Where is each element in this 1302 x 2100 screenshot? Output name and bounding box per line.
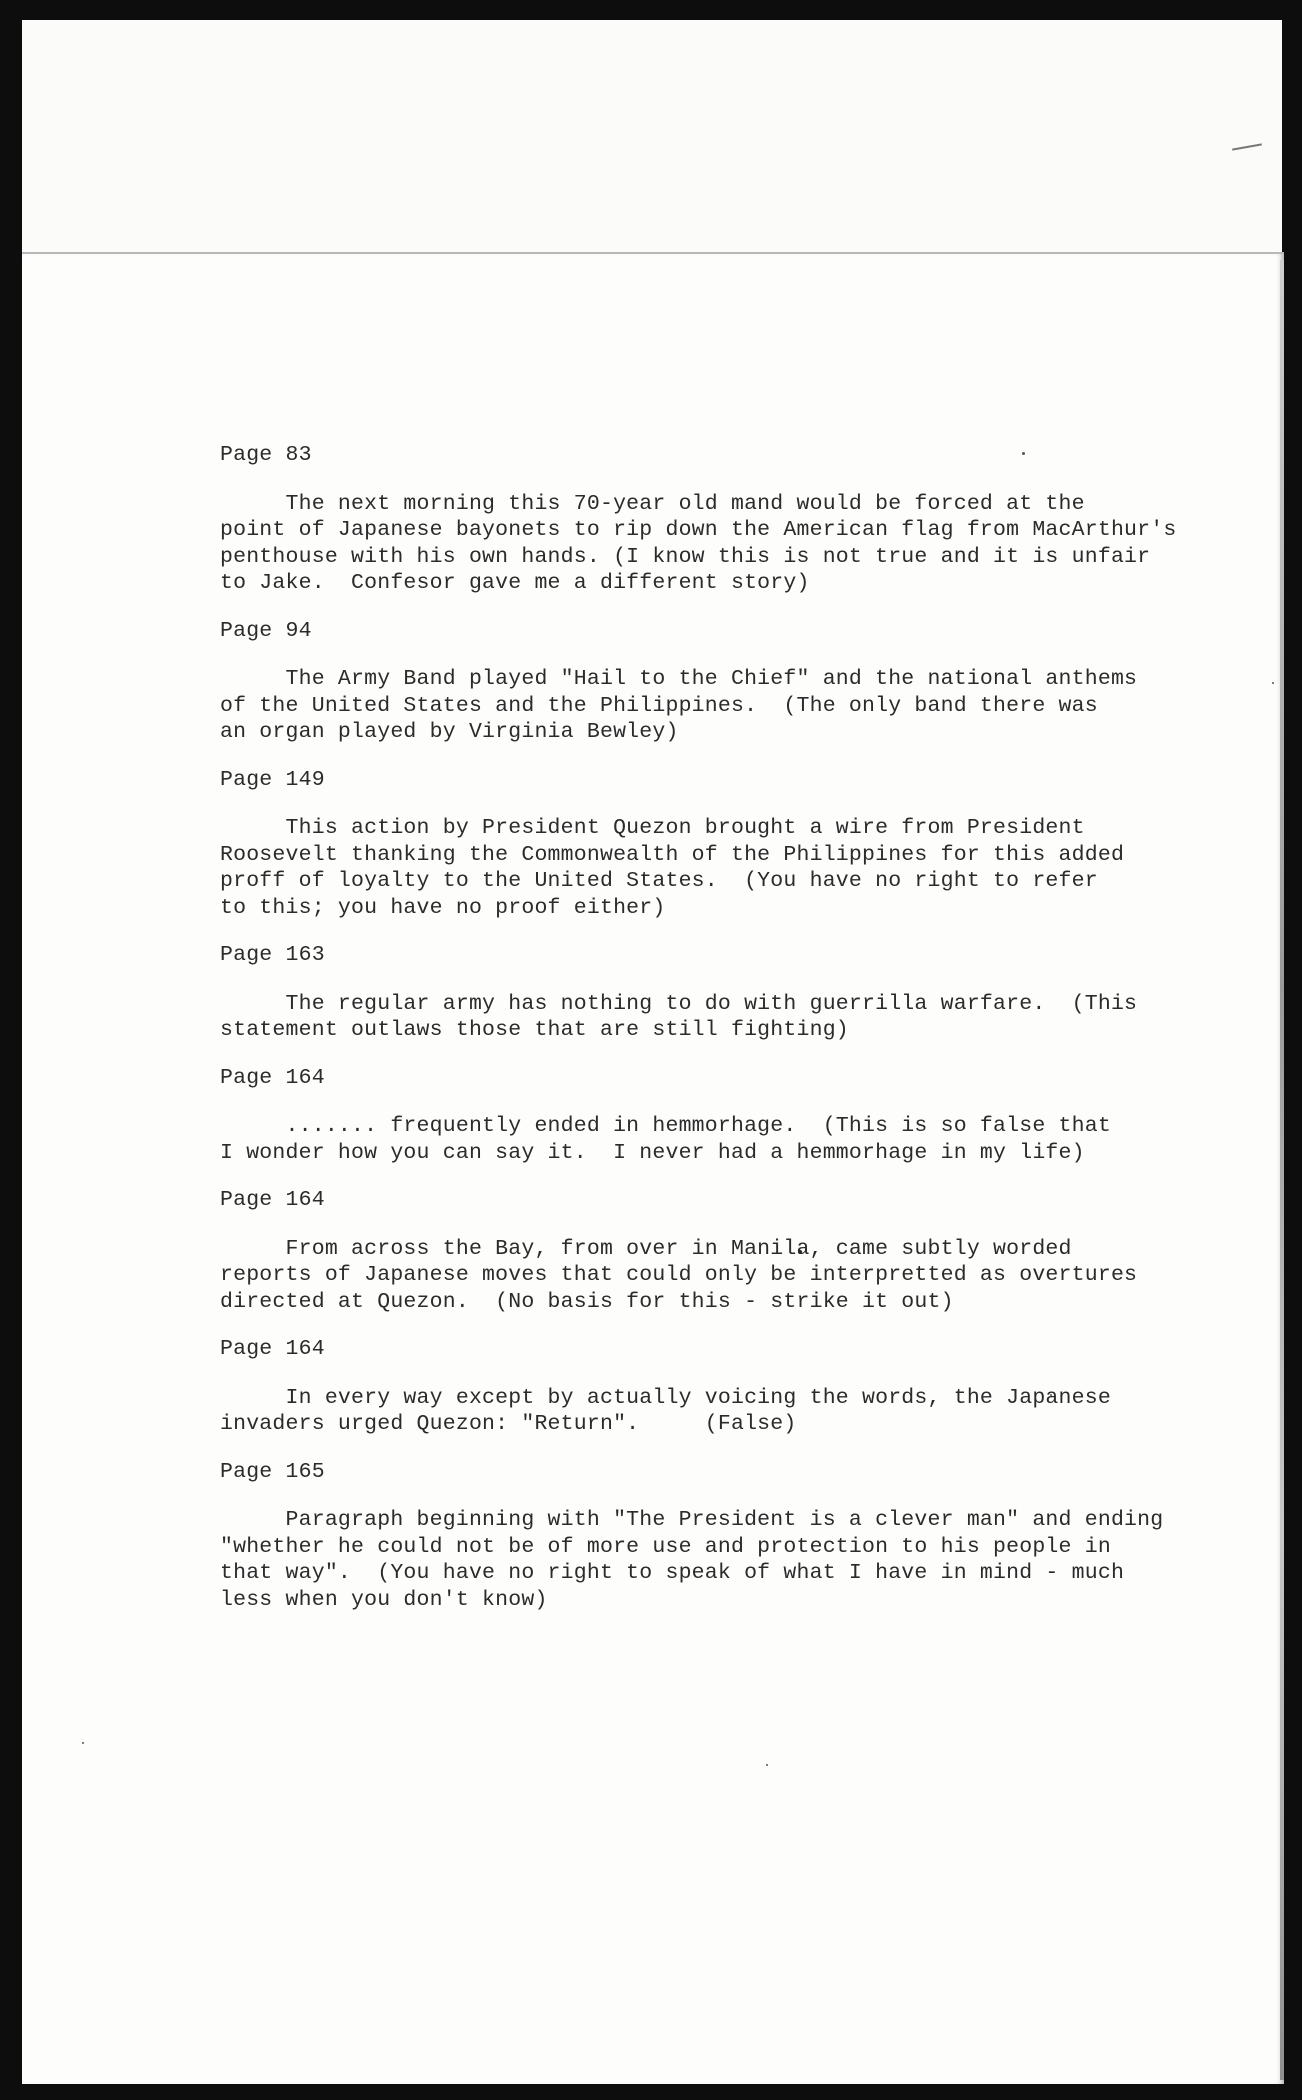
annotation-section — [220, 442, 1200, 597]
paragraph-line: The Army Band played "Hail to the Chief" and the national anthems — [220, 667, 1138, 691]
paragraph-line: "whether he could not be of more use and protection to his people in — [220, 1534, 1111, 1559]
annotation-section — [220, 1187, 1200, 1315]
annotation-section — [220, 1065, 1200, 1167]
paragraph-line: statement outlaws those that are still fighting) — [220, 1018, 849, 1042]
paragraph-line: I wonder how you can say it. I never had a hemmorhage in my life) — [220, 1140, 1085, 1165]
paragraph-line: to Jake. Confesor gave me a different story) — [220, 571, 810, 595]
paragraph-line: reports of Japanese moves that could only be interpretted as overtures — [220, 1263, 1138, 1287]
page-reference: Page 164 — [220, 1065, 325, 1090]
page-edge-shadow — [1280, 260, 1284, 2080]
paragraph-line: an organ played by Virginia Bewley) — [220, 720, 679, 744]
paragraph-line: Paragraph beginning with "The President is a clever man" and ending — [220, 1508, 1164, 1532]
speck — [82, 1742, 84, 1744]
paragraph-line: This action by President Quezon brought a wire from President — [220, 816, 1085, 840]
paragraph-line: to this; you have no proof either) — [220, 895, 666, 920]
page-reference: Page 163 — [220, 943, 325, 967]
speck — [1272, 682, 1274, 684]
document-body — [220, 442, 1200, 1634]
paragraph-line: of the United States and the Philippines. (The only band there was — [220, 693, 1098, 718]
paragraph-line: The regular army has nothing to do with guerrilla warfare. (This — [220, 991, 1138, 1016]
annotation-section — [220, 1459, 1200, 1614]
paragraph-line: Roosevelt thanking the Commonwealth of the Philippines for this added — [220, 842, 1125, 867]
page-reference: Page 149 — [220, 767, 325, 792]
paragraph-line: that way". (You have no right to speak of what I have in mind - much — [220, 1561, 1125, 1585]
page-reference: Page 164 — [220, 1337, 325, 1361]
paragraph-line: In every way except by actually voicing the words, the Japanese — [220, 1385, 1111, 1410]
paragraph-line: proff of loyalty to the United States. (You have no right to refer — [220, 869, 1098, 893]
speck — [766, 1764, 768, 1766]
annotation-section — [220, 942, 1200, 1044]
page-reference: Page 94 — [220, 618, 312, 643]
paragraph-line: point of Japanese bayonets to rip down the American flag from MacArthur's — [220, 518, 1177, 542]
paragraph-line: The next morning this 70-year old mand would be forced at the — [220, 491, 1085, 516]
paragraph-line: directed at Quezon. (No basis for this - strike it out) — [220, 1289, 954, 1314]
paragraph-line: From across the Bay, from over in Manila, came subtly worded — [220, 1236, 1072, 1261]
paragraph-line: invaders urged Quezon: "Return". (False) — [220, 1412, 797, 1436]
paragraph-line: penthouse with his own hands. (I know this is not true and it is unfair — [220, 544, 1151, 569]
page-reference: Page 164 — [220, 1188, 325, 1212]
annotation-section — [220, 618, 1200, 746]
annotation-section — [220, 767, 1200, 922]
page-reference: Page 83 — [220, 443, 312, 467]
paragraph-line: less when you don't know) — [220, 1587, 548, 1612]
page-reference: Page 165 — [220, 1459, 325, 1484]
back-sheet — [22, 20, 1282, 260]
paragraph-line: ....... frequently ended in hemmorhage. (This is so false that — [220, 1114, 1111, 1138]
annotation-section — [220, 1336, 1200, 1438]
